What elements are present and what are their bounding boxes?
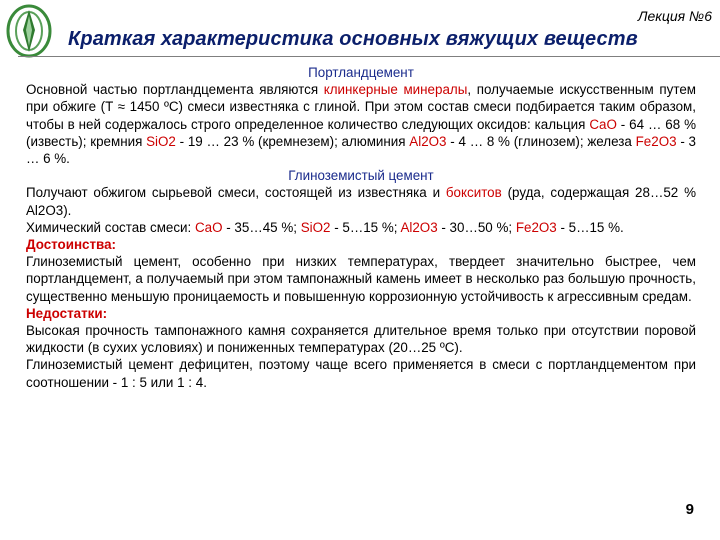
portland-text-2: , получаемые искусственным путем при обжиге (Т ≈ 1450 ºС) смеси известняка с глиной. При этом состав смеси подбирается таким образом, чтобы в ней содержалось строго определенное количество следующих оксидов: кальция [26, 82, 696, 132]
al2o3-formula: Al2O3 [409, 133, 447, 149]
page-title: Краткая характеристика основных вяжущих веществ [68, 28, 638, 50]
title-divider [18, 56, 720, 57]
disadvantages-label: Недостатки: [26, 305, 108, 321]
composition-text-4: - 5…15 %. [556, 219, 624, 235]
cao-formula: CaO [589, 116, 617, 132]
alumina-heading: Глиноземистый цемент [288, 168, 434, 184]
composition-text-2: - 5…15 %; [330, 219, 401, 235]
fe2o3-formula: Fe2O3 [635, 133, 677, 149]
alumina-paragraph [26, 184, 696, 218]
clinker-minerals: клинкерные минералы [323, 82, 468, 98]
sio2-formula: SiO2 [300, 219, 331, 235]
composition-text-1: - 35…45 %; [222, 219, 301, 235]
page-number: 9 [685, 501, 694, 518]
portland-text-4: - 19 … 23 % (кремнезем); алюминия [175, 133, 410, 149]
slide-body [26, 64, 696, 391]
alumina-text-2: (руда, содержащая 28…52 % Al2O3). [26, 185, 696, 218]
composition-paragraph [26, 219, 696, 236]
final-paragraph: Глиноземистый цемент дефицитен, поэтому чаще всего применяется в смеси с портландцементом при соотношении - 1 : 5 или 1 : 4. [26, 357, 696, 390]
portland-text-5: - 4 … 8 % (глинозем); железа [446, 133, 636, 149]
lecture-number: Лекция №6 [637, 8, 712, 24]
disadvantages-text: Высокая прочность тампонажного камня сохраняется длительное время только при отсутствии поровой жидкости (в сухих условиях) и пониженных температурах (20…25 ºС). [26, 323, 696, 356]
fe2o3-formula: Fe2O3 [515, 219, 557, 235]
portland-heading: Портландцемент [308, 65, 414, 80]
portland-text-3: - 64 … 68 % (известь); кремния [26, 116, 696, 149]
alumina-text-1: Получают обжигом сырьевой смеси, состоящей из известняка и [26, 185, 446, 201]
logo-icon [4, 2, 54, 58]
portland-text-6: - 3 … 6 %. [26, 133, 696, 167]
composition-label: Химический состав смеси: [26, 219, 195, 235]
cao-formula: CaO [194, 219, 223, 235]
portland-text-1: Основной частью портландцемента являются [26, 82, 324, 98]
sio2-formula: SiO2 [146, 133, 176, 149]
al2o3-formula: Al2O3 [400, 219, 438, 235]
advantages-text: Глиноземистый цемент, особенно при низких температурах, твердеет значительно быстрее, чем портландцемент, а получаемый при этом тампонажный камень имеет в несколько раз большую прочность, существенно меньшую проницаемость и повышенную коррозионную устойчивость к агрессивным средам. [26, 254, 696, 304]
composition-text-3: - 30…50 %; [437, 219, 516, 235]
bauxite: бокситов [445, 185, 502, 201]
advantages-label: Достоинства: [26, 237, 117, 253]
portland-paragraph [26, 81, 696, 167]
